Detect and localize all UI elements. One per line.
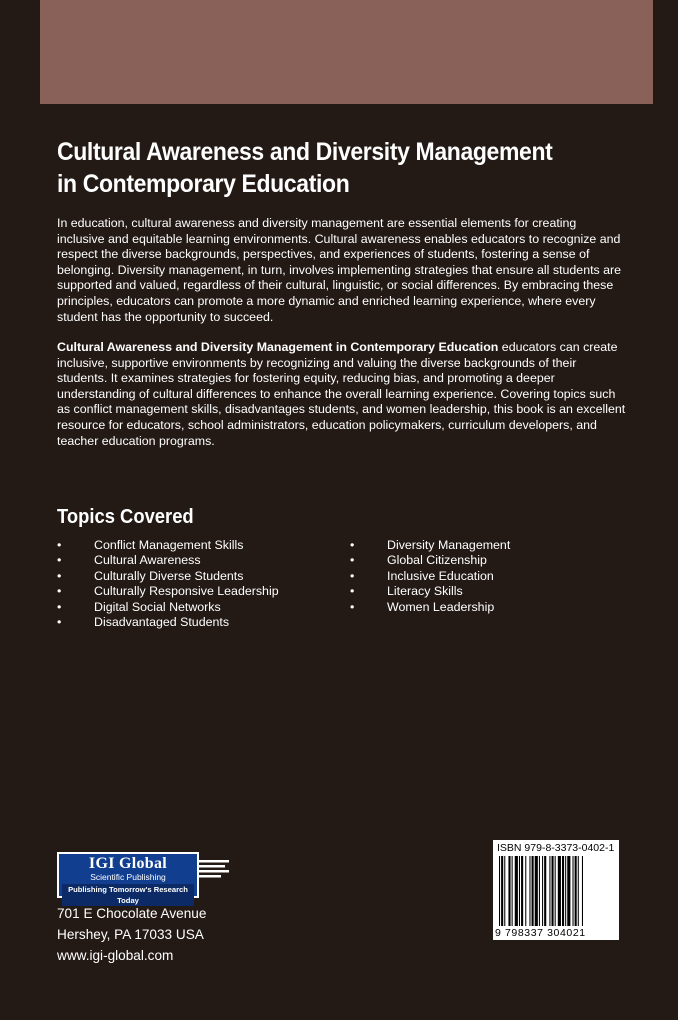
- bullet-icon: •: [350, 568, 355, 583]
- topic-item: • Cultural Awareness: [57, 553, 201, 568]
- topic-item: • Global Citizenship: [350, 553, 487, 568]
- barcode-icon: [499, 856, 613, 926]
- topic-item: • Diversity Management: [350, 538, 511, 552]
- publisher-subtitle: Scientific Publishing: [90, 872, 166, 882]
- topic-item: • Digital Social Networks: [57, 599, 221, 614]
- description-paragraph-1: In education, cultural awareness and diversity management are essential elements for creating inclusive and equitable learning environments. Cultural awareness enables educators to recognize and respect the diverse backgrounds, perspectives, and experiences of students, fostering a sense of belonging. Diversity management, in turn, involves implementing strategies that ensure all students are supported and valued, regardless of their cultural, linguistic, or social differences. By embracing these principles, educators can promote a more dynamic and enriched learning experience, where every student has the opportunity to succeed.: [57, 216, 622, 324]
- description-paragraph-2: [57, 340, 627, 449]
- bullet-icon: •: [57, 584, 62, 599]
- bullet-icon: •: [57, 599, 62, 614]
- address-city: Hershey, PA 17033 USA: [57, 927, 204, 942]
- barcode-digits: 9 798337 304021: [495, 927, 586, 939]
- bullet-icon: •: [57, 568, 62, 583]
- publisher-logo: [57, 852, 232, 905]
- publisher-website: www.igi-global.com: [57, 948, 174, 963]
- bullet-icon: •: [57, 538, 62, 552]
- isbn-barcode-box: [493, 840, 619, 940]
- bullet-icon: •: [350, 584, 355, 599]
- address-street: 701 E Chocolate Avenue: [57, 906, 207, 921]
- topics-heading: Topics Covered: [57, 506, 194, 528]
- bullet-icon: •: [350, 599, 355, 614]
- topic-item: • Culturally Responsive Leadership: [57, 584, 279, 599]
- topic-item: • Conflict Management Skills: [57, 538, 244, 552]
- topics-list-right: [350, 538, 630, 615]
- isbn-label: ISBN 979-8-3373-0402-1: [497, 842, 615, 854]
- logo-lines-icon: [199, 858, 231, 884]
- book-title-inline: Cultural Awareness and Diversity Management in Contemporary Education: [57, 340, 499, 354]
- bullet-icon: •: [350, 538, 355, 552]
- topic-item: • Disadvantaged Students: [57, 615, 230, 630]
- topics-list-left: [57, 538, 337, 630]
- bullet-icon: •: [57, 615, 62, 630]
- logo-box: [57, 852, 199, 905]
- topic-item: • Literacy Skills: [350, 584, 463, 599]
- publisher-name: IGI Global: [88, 855, 168, 872]
- bullet-icon: •: [350, 553, 355, 568]
- paragraph-2-text: educators can create inclusive, supportive environments by recognizing and valuing the diverse backgrounds of their students. It examines strategies for fostering equity, reducing bias, and promoting a deeper understanding of cultural differences to enhance the overall learning experience. Covering topics such as conflict management skills, disadvantages students, and women leadership, this book is an excellent resource for educators, school administrators, education policymakers, curriculum developers, and teacher education programs.: [57, 340, 626, 448]
- topic-item: • Inclusive Education: [350, 568, 494, 583]
- topic-item: • Culturally Diverse Students: [57, 568, 244, 583]
- publisher-address: [57, 903, 206, 966]
- top-color-band: [40, 0, 653, 104]
- title-line-2: in Contemporary Education: [57, 170, 350, 198]
- book-title: [57, 136, 627, 200]
- title-line-1: Cultural Awareness and Diversity Management: [57, 138, 553, 166]
- topic-item: • Women Leadership: [350, 599, 495, 614]
- publisher-tagline: Publishing Tomorrow's Research Today: [62, 884, 194, 906]
- bullet-icon: •: [57, 553, 62, 568]
